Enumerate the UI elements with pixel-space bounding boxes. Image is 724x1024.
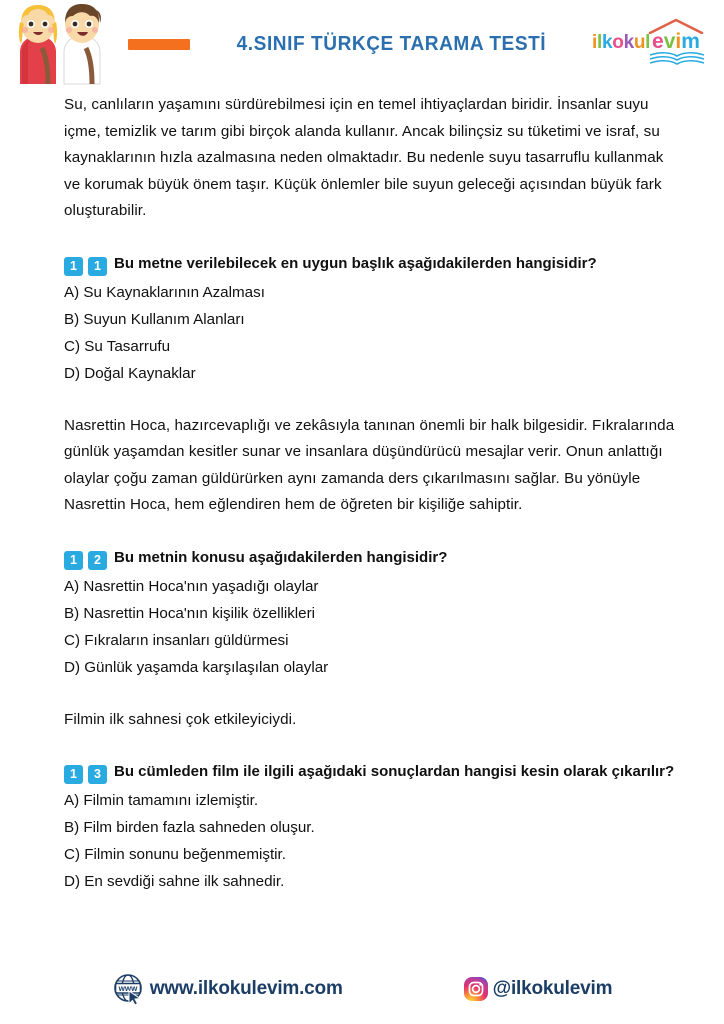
title-container	[190, 32, 592, 56]
passage-text: Su, canlıların yaşamını sürdürebilmesi için en temel ihtiyaçlardan biridir. İnsanlar suyu içme, temizlik ve tarım gibi birçok alanda kullanır. Ancak bilinçsiz su tüketimi ve israf, su kaynaklarının hızla azalmasına neden olmaktadır. Bu nedenle suyu tasarruflu kullanmak ve korumak büyük önem taşır. Küçük önlemler bile suyun geleceği açısından büyük fark oluşturabilir.	[64, 96, 664, 219]
options-list	[64, 279, 676, 387]
open-book-icon	[648, 52, 706, 66]
question-line	[64, 545, 676, 571]
website-link[interactable]	[112, 972, 343, 1006]
page-header	[0, 0, 724, 88]
passage-text: Nasrettin Hoca, hazırcevaplığı ve zekâsıyla tanınan önemli bir halk bilgesidir. Fıkralarında günlük yaşamdan kesitler sunar ve insanlara düşündürücü mesajlar verir. Onun anlattığı olaylar çoğu zaman güldürürken aynı zamanda ders çıkarılmasını sağlar. Bu yönüyle Nasrettin Hoca, hem eğlendiren hem de öğreten bir kişiliğe sahiptir.	[64, 416, 675, 513]
question-badge-primary: 1	[64, 257, 83, 276]
question-badge-primary: 1	[64, 765, 83, 784]
option-item[interactable]: D) Günlük yaşamda karşılaşılan olaylar	[64, 658, 329, 676]
option-item[interactable]: D) En sevdiği sahne ilk sahnedir.	[64, 873, 285, 890]
instagram-icon	[463, 976, 489, 1002]
question-badge-number: 3	[88, 765, 107, 784]
option-item[interactable]: A) Filmin tamamını izlemiştir.	[64, 792, 259, 809]
question-block	[64, 92, 676, 387]
question-badge-number: 1	[88, 257, 107, 276]
question-block	[64, 707, 676, 896]
options-list	[64, 787, 676, 895]
svg-text:www: www	[118, 984, 138, 993]
logo-text-ilkokul: ilkokul	[592, 32, 651, 53]
option-item[interactable]: A) Nasrettin Hoca'nın yaşadığı olaylar	[64, 577, 319, 595]
worksheet-content	[0, 88, 724, 895]
option-item[interactable]: A) Su Kaynaklarının Azalması	[64, 283, 265, 301]
website-text: www.ilkokulevim.com	[149, 978, 343, 999]
question-badge-number: 2	[88, 551, 107, 570]
option-item[interactable]: B) Suyun Kullanım Alanları	[64, 310, 245, 328]
option-item[interactable]: C) Filmin sonunu beğenmemiştir.	[64, 846, 286, 863]
page-title: 4.SINIF TÜRKÇE TARAMA TESTİ	[236, 32, 546, 55]
question-badge-primary: 1	[64, 551, 83, 570]
option-item[interactable]: B) Film birden fazla sahneden oluşur.	[64, 819, 315, 836]
question-line	[64, 251, 676, 277]
logo-text-evim: evim	[652, 30, 700, 53]
question-block	[64, 413, 676, 681]
option-item[interactable]: B) Nasrettin Hoca'nın kişilik özellikleri	[64, 604, 316, 622]
option-item[interactable]: C) Su Tasarrufu	[64, 337, 171, 355]
accent-bar	[128, 39, 190, 50]
question-text: Bu cümleden film ile ilgili aşağıdaki sonuçlardan hangisi kesin olarak çıkarılır?	[114, 763, 675, 780]
question-text: Bu metnin konusu aşağıdakilerden hangisidir?	[114, 548, 448, 566]
options-list	[64, 573, 676, 681]
instagram-link[interactable]	[463, 976, 613, 1002]
brand-logo	[592, 16, 710, 72]
instagram-text: @ilkokulevim	[492, 978, 613, 999]
students-illustration	[8, 2, 112, 86]
question-line	[64, 759, 676, 785]
globe-cursor-icon	[112, 972, 146, 1006]
option-item[interactable]: D) Doğal Kaynaklar	[64, 364, 196, 382]
question-text: Bu metne verilebilecek en uygun başlık aşağıdakilerden hangisidir?	[114, 254, 597, 272]
passage-text: Filmin ilk sahnesi çok etkileyiciydi.	[64, 710, 297, 728]
page-footer	[0, 972, 724, 1006]
option-item[interactable]: C) Fıkraların insanları güldürmesi	[64, 631, 289, 649]
